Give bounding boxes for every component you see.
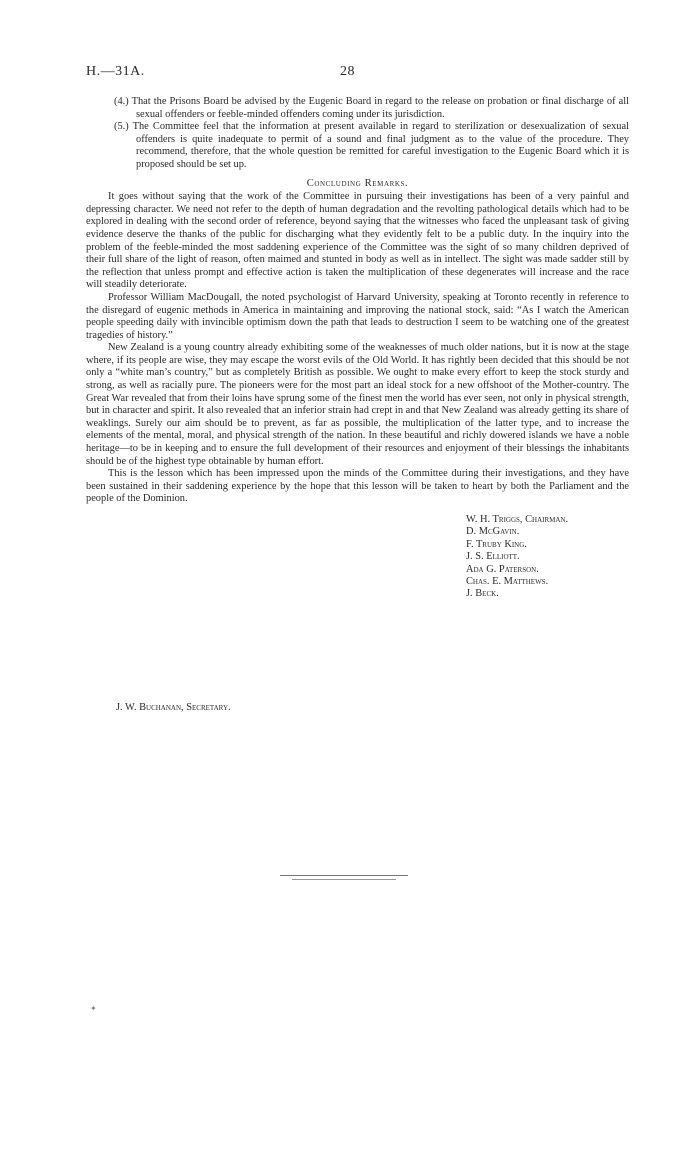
- recommendation-5: (5.) The Committee feel that the information at present available in regard to sterilization or desexualization of sexual offenders is quite inadequate to permit of a sound and final judgment as to the value of the procedure. They recommend, therefore, that the whole question be remitted for careful investigation to the Eugenic Board which it is proposed should be set up.: [114, 121, 629, 170]
- paragraph-new-zealand: New Zealand is a young country already exhibiting some of the weaknesses of much older nations, but it is now at the stage where, if its people are wise, they may escape the worst evils of the Old World. It has rightly been decided that this should be not only a “white man’s country,” but as completely British as possible. We ought to make every effort to keep the stock sturdy and strong, as well as racially pure. The pioneers were for the most part an ideal stock for a new offshoot of the Mother-country. The Great War revealed that from their loins have sprung some of the finest men the world has ever seen, not only in physical strength, but in character and spirit. It also revealed that an inferior strain had crept in and that New Zealand was already getting its share of weaklings. Surely our aim should be to prevent, as far as possible, the multiplication of the latter type, and to increase the elements of the mental, moral, and physical strength of the nation. In these beautiful and richly dowered islands we have a noble heritage—to be in keeping and to ensure the full development of their resources and enjoyment of their blessings the inhabitants should be of the highest type obtainable by human effort.: [86, 342, 629, 467]
- print-mark-icon: ✦: [90, 1004, 97, 1013]
- secretary-signature: J. W. Buchanan, Secretary.: [116, 702, 231, 713]
- paragraph-lesson: This is the lesson which has been impressed upon the minds of the Committee during their investigations, and they have been sustained in their saddening experience by the hope that this lesson will be taken to heart by both the Parliament and the people of the Dominion.: [86, 468, 629, 505]
- signatory: F. Truby King.: [466, 538, 527, 550]
- signatory-list: [466, 514, 629, 601]
- signatory: J. S. Elliott.: [466, 551, 520, 563]
- paragraph-committee-work: It goes without saying that the work of the Committee in pursuing their investigations has been of a very painful and depressing character. We need not refer to the depth of human degradation and the revolting pathological details which had to be explored in dealing with the second order of reference, beyond saying that the witnesses who faced the unpleasant task of giving evidence deserve the thanks of the public for discharging what they evidently felt to be a public duty. In the inquiry into the problem of the feeble-minded the most saddening experience of the Committee was the sight of so many children deprived of their full share of the light of reason, often maimed and stunted in body as well as in intellect. The sight was made sadder still by the reflection that unless prompt and effective action is taken the multiplication of these degenerates will increase and the race will steadily deteriorate.: [86, 191, 629, 291]
- signatory: D. McGavin.: [466, 526, 520, 538]
- end-rule: [280, 875, 408, 876]
- recommendation-4: (4.) That the Prisons Board be advised by the Eugenic Board in regard to the release on probation or final discharge of all sexual offenders or feeble-minded offenders coming under its jurisdiction.: [114, 96, 629, 120]
- end-rule: [292, 879, 396, 880]
- signatory: Ada G. Paterson.: [466, 563, 539, 575]
- paragraph-macdougall-quote: Professor William MacDougall, the noted psychologist of Harvard University, speaking at Toronto recently in reference to the disregard of eugenic methods in America in maintaining and improving the national stock, said: “As I watch the American people speeding daily with invincible optimism down the path that leads to destruction I seem to be watching one of the greatest tragedies of history.”: [86, 291, 629, 341]
- signatory-chairman: W. H. Triggs, Chairman.: [466, 514, 569, 525]
- signatory: Chas. E. Matthews.: [466, 576, 549, 588]
- section-heading: Concluding Remarks.: [306, 177, 409, 189]
- report-body: [86, 96, 629, 601]
- document-reference: H.—31A.: [86, 64, 145, 79]
- page-number: 28: [340, 64, 355, 79]
- signatory: J. Beck.: [466, 588, 499, 600]
